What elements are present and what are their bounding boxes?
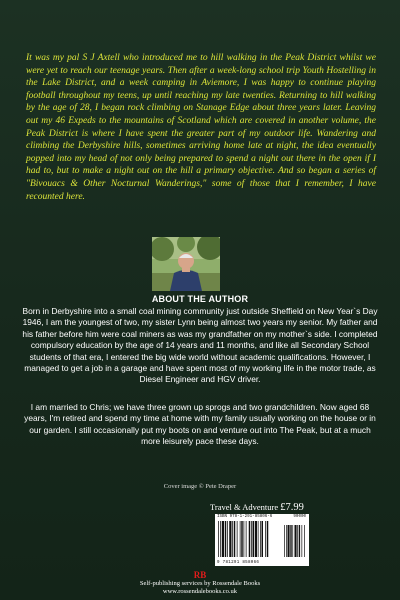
barcode-addon-bar [302, 525, 303, 557]
barcode-bar [258, 521, 259, 557]
barcode-bar [260, 521, 261, 557]
barcode-bars [218, 521, 306, 559]
barcode-addon-bar [304, 525, 305, 557]
barcode-addon: 90000 [293, 515, 306, 519]
barcode-addon-bar [290, 525, 291, 557]
barcode-bar [251, 521, 252, 557]
barcode-addon-bar [297, 525, 298, 557]
barcode-bar [241, 521, 243, 557]
barcode-bar [244, 521, 245, 557]
barcode-bar [246, 521, 247, 557]
barcode-addon-bar [292, 525, 293, 557]
barcode-bar [237, 521, 238, 557]
barcode-bar [229, 521, 231, 557]
barcode-addon-bar [299, 525, 300, 557]
intro-paragraph: It was my pal S J Axtell who introduced me to hill walking in the Peak District whilst we were yet to reach our teenage years. Then after a week-long school trip Youth Hostelling in the Lake District, and a week camping in Aviemore, I was happy to continue playing football throughout my teens, up until reaching my late twenties. Returning to hill walking by the age of 28, I began rock climbing on Stanage Edge about three years later. Leaving out my 46 Expeds to the mountains of Scotland which are covered in another volume, the Peak District is where I have spent the greater part of my outdoor life. Wandering and climbing the Derbyshire hills, sometimes arriving home late at night, the idea eventually popped into my head of not only being prepared to spend a night out there in the open if I had to, but to make a night out on the hill a primary objective. And so began a series of "Bivouacs & Other Nocturnal Wanderings," some of those that I remember, I have recounted here. [26, 53, 376, 202]
barcode-bar [249, 521, 251, 557]
barcode-bar [240, 521, 241, 557]
book-category: Travel & Adventure [210, 502, 279, 512]
barcode-bar [265, 521, 266, 557]
book-price: £7.99 [280, 502, 304, 513]
author-bio-paragraph-2: I am married to Chris; we have three grown up sprogs and two grandchildren. Now aged 68 years, I'm retired and spend my time at home with my family usually working on the house or in our garden. I still occasionally put my boots on and venture out into The Peak, but at a much more leisurely pace these days. [24, 402, 376, 447]
barcode-addon-bar [284, 525, 285, 557]
barcode-bar [234, 521, 236, 557]
author-bio-paragraph-1: Born in Derbyshire into a small coal mining community just outside Sheffield on New Year`s Day 1946, I am the youngest of two, my sister Lynn being almost two years my senior. My father and his father before him were coal miners as was my grandfather on my mother`s side. I completed compulsory education by the age of 14 years and 11 months, and like all Secondary School students of that era, I entered the big wide world without academic qualifications. However, I managed to get a job in a garage and have spent most of my working life in the motor trade, as Diesel Engineer and HGV driver. [22, 306, 378, 385]
barcode-bar [222, 521, 224, 557]
barcode-bar [232, 521, 233, 557]
barcode-digits: 9 781291 858066 [217, 561, 260, 565]
publisher-logo: RB [193, 570, 207, 580]
barcode-bar [225, 521, 227, 557]
publisher-line: Self-publishing services by Rossendale Books [139, 580, 261, 587]
barcode-addon-bar [288, 525, 290, 557]
barcode-bar [262, 521, 264, 557]
author-photo-illustration [152, 237, 220, 291]
cover-image-credit: Cover image © Pete Draper [163, 483, 237, 490]
publisher-info [0, 580, 400, 596]
about-author-heading: ABOUT THE AUTHOR [151, 294, 249, 304]
barcode-addon-bar [295, 525, 297, 557]
isbn-label: ISBN 978-1-291-85806-6 [217, 515, 273, 519]
author-photo [152, 237, 220, 291]
barcode-addon-bar [286, 525, 287, 557]
price-block [210, 502, 304, 513]
barcode-bar [218, 521, 219, 557]
barcode-bar [255, 521, 257, 557]
isbn-barcode [215, 514, 309, 566]
barcode-bar [253, 521, 255, 557]
barcode-bar [220, 521, 221, 557]
barcode-bar [227, 521, 228, 557]
barcode-bar [267, 521, 269, 557]
publisher-website-link[interactable]: www.rossendalebooks.co.uk [162, 588, 238, 595]
